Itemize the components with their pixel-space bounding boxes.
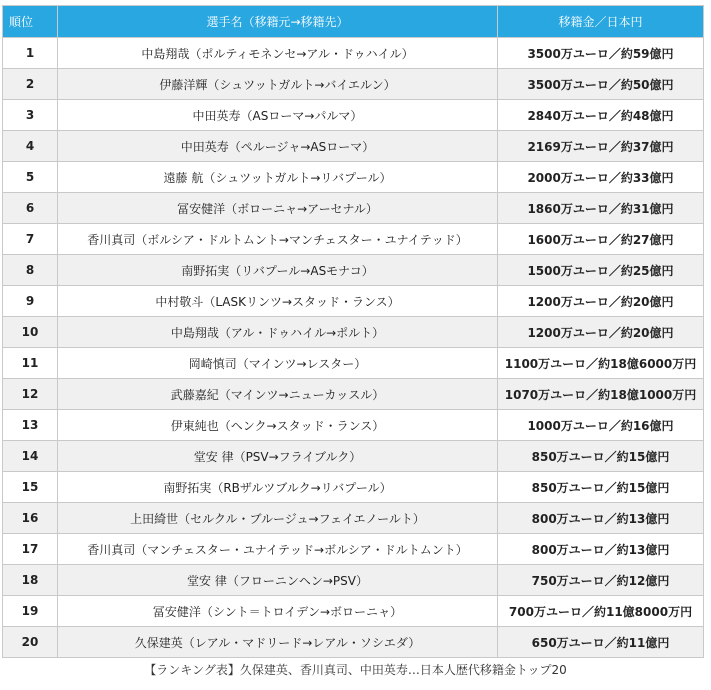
player-name-cell: 堂安 律（フローニンヘン→PSV） <box>58 565 498 596</box>
rank-cell: 8 <box>3 255 58 286</box>
transfer-fee-cell: 1600万ユーロ／約27億円 <box>498 224 704 255</box>
player-name-cell: 南野拓実（RBザルツブルク→リバプール） <box>58 472 498 503</box>
player-name-cell: 伊藤洋輝（シュツットガルト→バイエルン） <box>58 69 498 100</box>
player-name-cell: 中村敬斗（LASKリンツ→スタッド・ランス） <box>58 286 498 317</box>
player-name-cell: 冨安健洋（シント＝トロイデン→ボローニャ） <box>58 596 498 627</box>
transfer-fee-cell: 1070万ユーロ／約18億1000万円 <box>498 379 704 410</box>
rank-cell: 16 <box>3 503 58 534</box>
rank-cell: 3 <box>3 100 58 131</box>
rank-cell: 18 <box>3 565 58 596</box>
rank-cell: 20 <box>3 627 58 658</box>
table-header-row <box>3 6 704 38</box>
transfer-fee-cell: 700万ユーロ／約11億8000万円 <box>498 596 704 627</box>
transfer-fee-cell: 3500万ユーロ／約59億円 <box>498 38 704 69</box>
rank-cell: 11 <box>3 348 58 379</box>
player-name-cell: 久保建英（レアル・マドリード→レアル・ソシエダ） <box>58 627 498 658</box>
table-row <box>3 441 704 472</box>
transfer-fee-cell: 1100万ユーロ／約18億6000万円 <box>498 348 704 379</box>
table-row <box>3 193 704 224</box>
header-player-name: 選手名（移籍元→移籍先） <box>58 6 498 38</box>
table-caption: 【ランキング表】久保建英、香川真司、中田英寿…日本人歴代移籍金トップ20 <box>144 663 567 677</box>
table-row <box>3 472 704 503</box>
transfer-fee-cell: 2169万ユーロ／約37億円 <box>498 131 704 162</box>
rank-cell: 7 <box>3 224 58 255</box>
rank-cell: 12 <box>3 379 58 410</box>
transfer-fee-cell: 1200万ユーロ／約20億円 <box>498 286 704 317</box>
table-row <box>3 38 704 69</box>
player-name-cell: 中田英寿（ペルージャ→ASローマ） <box>58 131 498 162</box>
player-name-cell: 伊東純也（ヘンク→スタッド・ランス） <box>58 410 498 441</box>
table-row <box>3 348 704 379</box>
table-row <box>3 410 704 441</box>
transfer-fee-cell: 1500万ユーロ／約25億円 <box>498 255 704 286</box>
rank-cell: 9 <box>3 286 58 317</box>
player-name-cell: 香川真司（マンチェスター・ユナイテッド→ボルシア・ドルトムント） <box>58 534 498 565</box>
rank-cell: 17 <box>3 534 58 565</box>
player-name-cell: 中島翔哉（アル・ドゥハイル→ポルト） <box>58 317 498 348</box>
transfer-fee-cell: 650万ユーロ／約11億円 <box>498 627 704 658</box>
rank-cell: 6 <box>3 193 58 224</box>
transfer-fee-cell: 800万ユーロ／約13億円 <box>498 534 704 565</box>
table-row <box>3 379 704 410</box>
player-name-cell: 南野拓実（リバプール→ASモナコ） <box>58 255 498 286</box>
transfer-fee-cell: 3500万ユーロ／約50億円 <box>498 69 704 100</box>
ranking-table <box>2 5 704 658</box>
table-row <box>3 627 704 658</box>
rank-cell: 15 <box>3 472 58 503</box>
table-row <box>3 224 704 255</box>
table-row <box>3 255 704 286</box>
player-name-cell: 冨安健洋（ボローニャ→アーセナル） <box>58 193 498 224</box>
player-name-cell: 香川真司（ボルシア・ドルトムント→マンチェスター・ユナイテッド） <box>58 224 498 255</box>
rank-cell: 4 <box>3 131 58 162</box>
rank-cell: 1 <box>3 38 58 69</box>
transfer-fee-cell: 1860万ユーロ／約31億円 <box>498 193 704 224</box>
rank-cell: 13 <box>3 410 58 441</box>
player-name-cell: 遠藤 航（シュツットガルト→リバプール） <box>58 162 498 193</box>
transfer-fee-cell: 1000万ユーロ／約16億円 <box>498 410 704 441</box>
table-row <box>3 286 704 317</box>
player-name-cell: 武藤嘉紀（マインツ→ニューカッスル） <box>58 379 498 410</box>
transfer-fee-cell: 2000万ユーロ／約33億円 <box>498 162 704 193</box>
table-row <box>3 534 704 565</box>
player-name-cell: 岡崎慎司（マインツ→レスター） <box>58 348 498 379</box>
transfer-fee-cell: 2840万ユーロ／約48億円 <box>498 100 704 131</box>
table-row <box>3 503 704 534</box>
table-row <box>3 162 704 193</box>
player-name-cell: 上田綺世（セルクル・ブルージュ→フェイエノールト） <box>58 503 498 534</box>
transfer-fee-cell: 750万ユーロ／約12億円 <box>498 565 704 596</box>
table-row <box>3 317 704 348</box>
header-rank: 順位 <box>3 6 58 38</box>
rank-cell: 2 <box>3 69 58 100</box>
transfer-fee-cell: 850万ユーロ／約15億円 <box>498 472 704 503</box>
table-row <box>3 100 704 131</box>
transfer-fee-cell: 1200万ユーロ／約20億円 <box>498 317 704 348</box>
header-transfer-fee: 移籍金／日本円 <box>498 6 704 38</box>
player-name-cell: 堂安 律（PSV→フライブルク） <box>58 441 498 472</box>
table-row <box>3 565 704 596</box>
player-name-cell: 中田英寿（ASローマ→パルマ） <box>58 100 498 131</box>
transfer-fee-cell: 800万ユーロ／約13億円 <box>498 503 704 534</box>
rank-cell: 10 <box>3 317 58 348</box>
rank-cell: 5 <box>3 162 58 193</box>
rank-cell: 19 <box>3 596 58 627</box>
table-row <box>3 131 704 162</box>
table-row <box>3 596 704 627</box>
player-name-cell: 中島翔哉（ポルティモネンセ→アル・ドゥハイル） <box>58 38 498 69</box>
rank-cell: 14 <box>3 441 58 472</box>
table-row <box>3 69 704 100</box>
transfer-fee-cell: 850万ユーロ／約15億円 <box>498 441 704 472</box>
